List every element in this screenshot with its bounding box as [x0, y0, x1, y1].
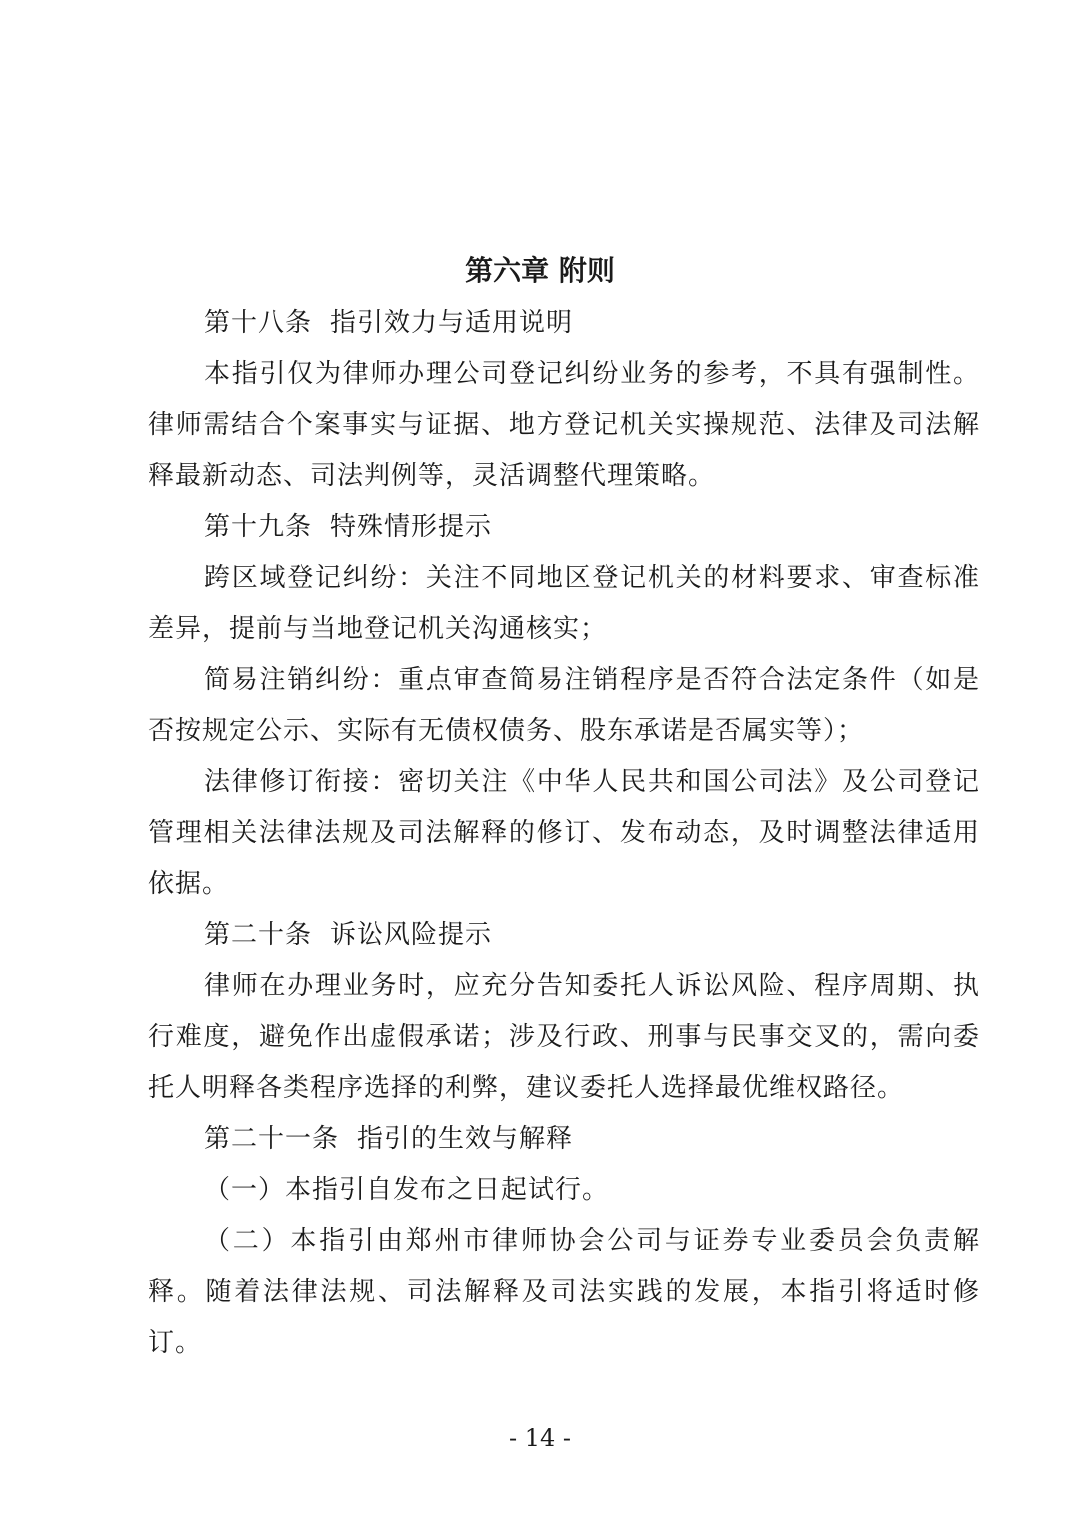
article-18-text: 本指引仅为律师办理公司登记纠纷业务的参考，不具有强制性。律师需结合个案事实与证据、地方登记机关实操规范、法律及司法解释最新动态、司法判例等，灵活调整代理策略。 [148, 359, 980, 491]
article-20-text: 律师在办理业务时，应充分告知委托人诉讼风险、程序周期、执行难度，避免作出虚假承诺；涉及行政、刑事与民事交叉的，需向委托人明释各类程序选择的利弊，建议委托人选择最优维权路径。 [148, 971, 980, 1103]
article-18-number: 第十八条 [204, 308, 313, 338]
article-19-number: 第十九条 [204, 512, 313, 542]
article-21-number: 第二十一条 [204, 1124, 340, 1154]
article-19-heading [148, 502, 980, 553]
article-18-title: 指引效力与适用说明 [330, 308, 574, 338]
article-19-item: 法律修订衔接：密切关注《中华人民共和国公司法》及公司登记管理相关法律法规及司法解释的修订、发布动态，及时调整法律适用依据。 [148, 767, 980, 899]
article-19-title: 特殊情形提示 [330, 512, 493, 542]
article-20-number: 第二十条 [204, 920, 313, 950]
chapter-title: 第六章 附则 [465, 254, 615, 287]
article-21-item: （一）本指引自发布之日起试行。 [204, 1175, 610, 1205]
article-21-title: 指引的生效与解释 [357, 1124, 574, 1154]
article-21-heading [148, 1114, 980, 1165]
article-20-title: 诉讼风险提示 [330, 920, 493, 950]
article-19-item: 跨区域登记纠纷：关注不同地区登记机关的材料要求、审查标准差异，提前与当地登记机关沟通核实； [148, 563, 980, 644]
article-20-heading [148, 910, 980, 961]
document-body [148, 298, 980, 1369]
article-19-item: 简易注销纠纷：重点审查简易注销程序是否符合法定条件（如是否按规定公示、实际有无债权债务、股东承诺是否属实等）； [148, 665, 980, 746]
article-18-heading [148, 298, 980, 349]
article-21-item: （二）本指引由郑州市律师协会公司与证券专业委员会负责解释。随着法律法规、司法解释及司法实践的发展，本指引将适时修订。 [148, 1226, 980, 1358]
page-number: - 14 - [508, 1424, 571, 1452]
